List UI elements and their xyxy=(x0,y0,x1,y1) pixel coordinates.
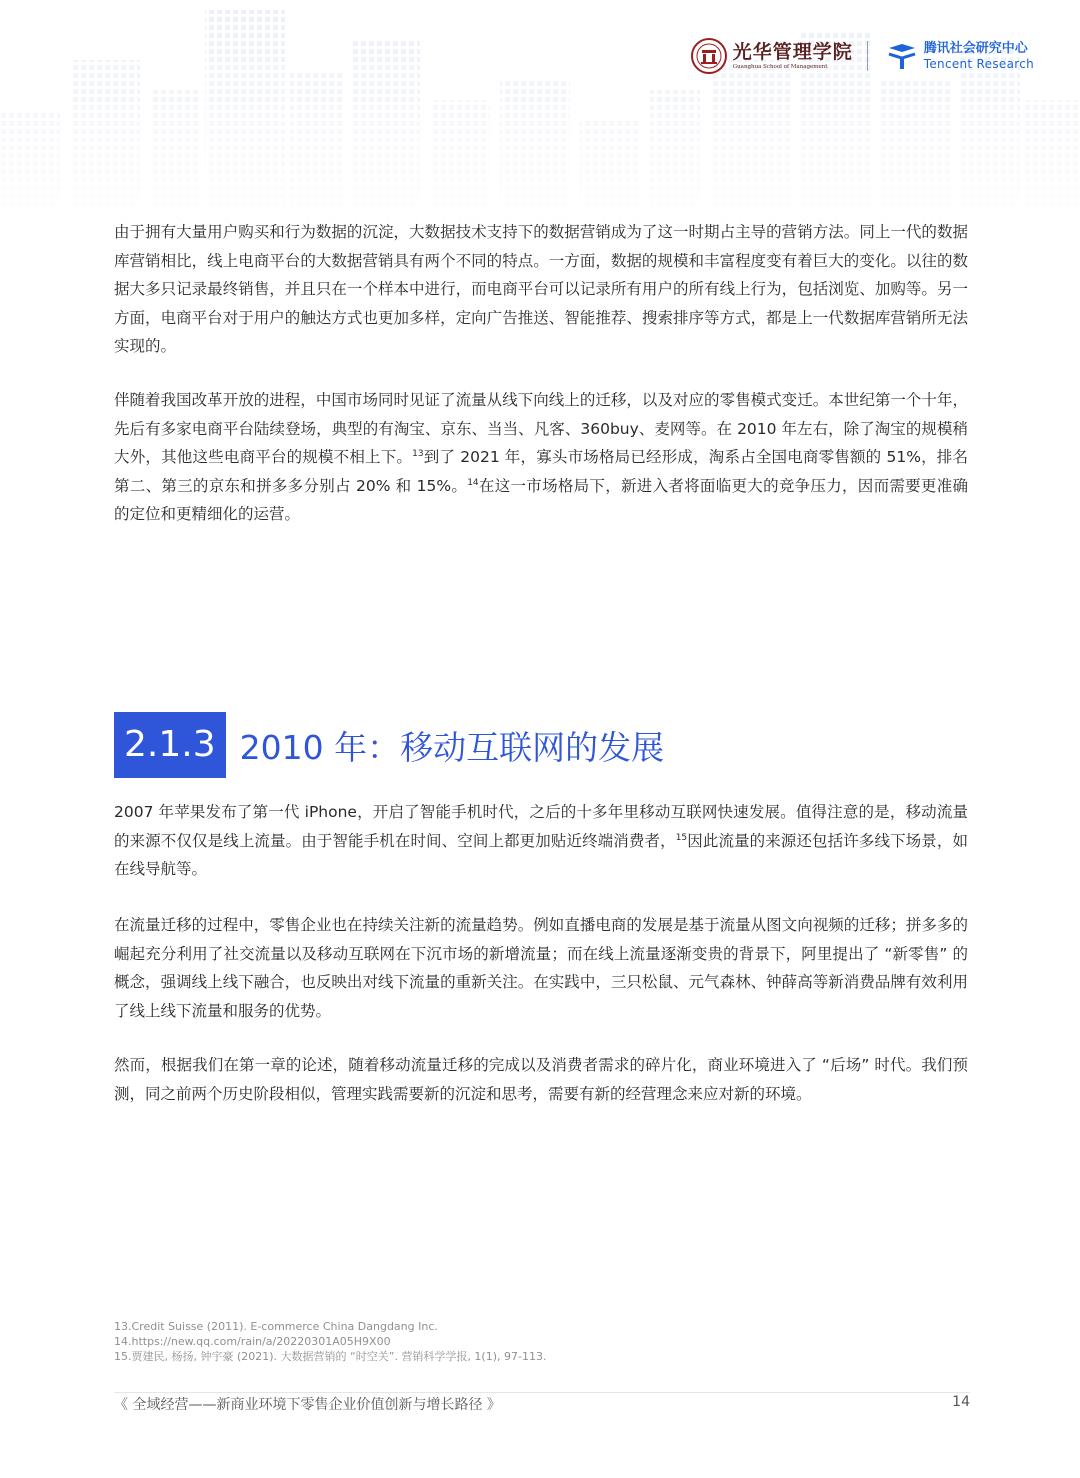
tencent-name-cn: 腾讯社会研究中心 xyxy=(923,41,1028,56)
tencent-research-logo xyxy=(886,40,1034,72)
paragraph-text: 2007 年苹果发布了第一代 iPhone，开启了智能手机时代，之后的十多年里移动互联网快速发展。值得注意的是，移动流量的来源不仅仅是线上流量。由于智能手机在时间、空间上都更加贴近终端消费者， xyxy=(114,803,968,850)
footnote-ref-15[interactable]: 15 xyxy=(675,832,688,843)
tencent-name-en: Tencent Research xyxy=(923,57,1034,71)
paragraph-traffic-trends: 在流量迁移的过程中，零售企业也在持续关注新的流量趋势。例如直播电商的发展是基于流量从图文向视频的迁移；拼多多的崛起充分利用了社交流量以及移动互联网在下沉市场的新增流量；而在线上流量逐渐变贵的背景下，阿里提出了 “新零售” 的概念，强调线上线下融合，也反映出对线下流量的重新关注。在实践中，三只松鼠、元气森林、钟薛高等新消费品牌有效利用了线上线下流量和服务的优势。 xyxy=(114,916,968,1020)
paragraph-text: 到了 2021 年，寡头市场格局已经形成，淘系占全国电商零售额的 51%，排名第二、第三的京东和拼多多分别占 20% 和 15%。 xyxy=(114,448,968,495)
footnote-14[interactable]: 14.https://new.qq.com/rain/a/20220301A05H9X00 xyxy=(114,1335,391,1348)
footnote-13: 13.Credit Suisse (2011). E-commerce China Dangdang Inc. xyxy=(114,1320,438,1333)
footer-book-title: 《 全域经营——新商业环境下零售企业价值创新与增长路径 》 xyxy=(114,1397,501,1413)
footnote-15: 15.贾建民, 杨扬, 钟宇豪 (2021). 大数据营销的 “时空关”. 营销科学学报, 1(1), 97-113. xyxy=(114,1350,547,1363)
section-title: 2010 年：移动互联网的发展 xyxy=(239,727,665,767)
paragraph-retail-migration xyxy=(114,386,968,529)
footnotes xyxy=(114,1319,546,1364)
paragraph-iphone-era xyxy=(114,798,968,884)
logo-divider xyxy=(867,41,868,71)
paragraph-text: 因此流量的来源还包括许多线下场景，如在线导航等。 xyxy=(114,831,968,878)
footnote-ref-14[interactable]: 14 xyxy=(467,477,479,488)
paragraph-text: 在这一市场格局下，新进入者将面临更大的竞争压力，因而需要更准确的定位和更精细化的运营。 xyxy=(114,476,968,523)
header-logos xyxy=(691,36,1034,76)
pku-name-cn: 光华管理学院 xyxy=(732,41,853,63)
pku-logo xyxy=(691,38,853,74)
footnote-ref-13[interactable]: 13 xyxy=(412,448,424,459)
city-skyline-background xyxy=(0,0,1080,230)
pku-name-en: Guanghua School of Management xyxy=(732,64,828,70)
paragraph-big-data-marketing: 由于拥有大量用户购买和行为数据的沉淀，大数据技术支持下的数据营销成为了这一时期占主导的营销方法。同上一代的数据库营销相比，线上电商平台的大数据营销具有两个不同的特点。一方面，数据的规模和丰富程度变有着巨大的变化。以往的数据大多只记录最终销售，并且只在一个样本中进行，而电商平台可以记录所有用户的所有线上行为，包括浏览、加购等。另一方面，电商平台对于用户的触达方式也更加多样，定向广告推送、智能推荐、搜索排序等方式，都是上一代数据库营销所无法实现的。 xyxy=(114,223,968,355)
paragraph-text: 伴随着我国改革开放的进程，中国市场同时见证了流量从线下向线上的迁移，以及对应的零售模式变迁。本世纪第一个十年，先后有多家电商平台陆续登场，典型的有淘宝、京东、当当、凡客、360buy、麦网等。在 2010 年左右，除了淘宝的规模稍大外，其他这些电商平台的规模不相上下。 xyxy=(114,391,968,466)
page-footer xyxy=(114,1394,970,1414)
paragraph-post-field-era: 然而，根据我们在第一章的论述，随着移动流量迁移的完成以及消费者需求的碎片化，商业环境进入了 “后场” 时代。我们预测，同之前两个历史阶段相似，管理实践需要新的沉淀和思考，需要有新的经营理念来应对新的环境。 xyxy=(114,1056,968,1103)
page-number: 14 xyxy=(952,1394,970,1410)
pku-seal-icon xyxy=(691,38,727,74)
tencent-research-mark-icon xyxy=(886,40,918,72)
section-heading xyxy=(114,712,664,778)
footer-divider xyxy=(114,1392,970,1393)
section-number: 2.1.3 xyxy=(114,712,226,778)
